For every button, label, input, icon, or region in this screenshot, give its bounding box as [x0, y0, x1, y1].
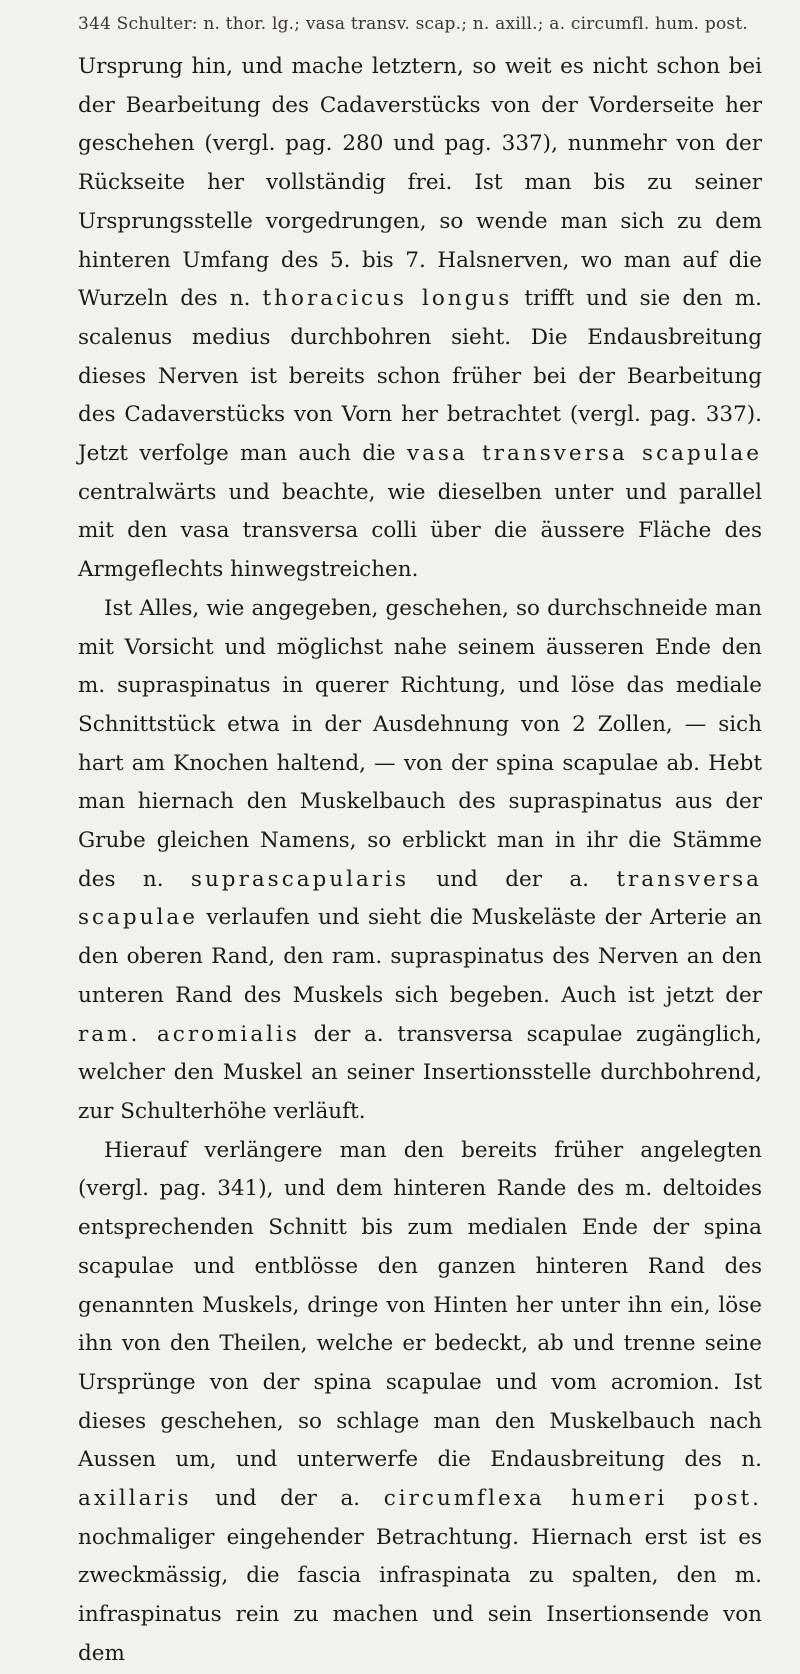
paragraph-2: Ist Alles, wie angegeben, geschehen, so durchschneide man mit Vorsicht und möglichst nahe seinem äusseren Ende den m. supraspinatus in querer Richtung, und löse das mediale Schnittstück etwa in der Ausdehnung von 2 Zollen, — sich hart am Knochen haltend, — von der spina scapulae ab. Hebt man hiernach den Muskelbauch des supraspinatus aus der Grube gleichen Namens, so erblickt man in ihr die Stämme des n. suprascapularis und der a. transversa scapulae verlaufen und sieht die Muskeläste der Arterie an den oberen Rand, den ram. supraspinatus des Nerven an den unteren Rand des Muskels sich begeben. Auch ist jetzt der ram. acromialis der a. transversa scapulae zugänglich, welcher den Muskel an seiner Insertionsstelle durchbohrend, zur Schulterhöhe verläuft.: [78, 595, 762, 1124]
paragraph-1: Ursprung hin, und mache letztern, so weit es nicht schon bei der Bearbeitung des Cadaverstücks von der Vorderseite her geschehen (vergl. pag. 280 und pag. 337), nunmehr von der Rückseite her vollständig frei. Ist man bis zu seiner Ursprungsstelle vorgedrungen, so wende man sich zu dem hinteren Umfang des 5. bis 7. Halsnerven, wo man auf die Wurzeln des n. thoracicus longus trifft und sie den m. scalenus medius durchbohren sieht. Die Endausbreitung dieses Nerven ist bereits schon früher bei der Bearbeitung des Cadaverstücks von Vorn her betrachtet (vergl. pag. 337). Jetzt verfolge man auch die vasa transversa scapulae centralwärts und beachte, wie dieselben unter und parallel mit den vasa transversa colli über die äussere Fläche des Armgeflechts hinwegstreichen.: [78, 54, 762, 583]
paragraph-3: Hierauf verlängere man den bereits früher angelegten (vergl. pag. 341), und dem hinteren Rande des m. deltoides entsprechenden Schnitt bis zum medialen Ende der spina scapulae und entblösse den ganzen hinteren Rand des genannten Muskels, dringe von Hinten her unter ihn ein, löse ihn von den Theilen, welche er bedeckt, ab und trenne seine Ursprünge von der spina scapulae und vom acromion. Ist dieses geschehen, so schlage man den Muskelbauch nach Aussen um, und unterwerfe die Endausbreitung des n. axillaris und der a. circumflexa humeri post. nochmaliger eingehender Betrachtung. Hiernach erst ist es zweckmässig, die fascia infraspinata zu spalten, den m. infraspinatus rein zu machen und sein Insertionsende von dem: [78, 1137, 762, 1666]
page-number: 344: [78, 14, 112, 34]
spaced-term: thoracicus longus: [262, 286, 513, 312]
spaced-term: axillaris: [78, 1486, 192, 1512]
spaced-term: suprascapularis: [190, 866, 410, 892]
spaced-term: vasa transversa scapulae: [406, 441, 762, 467]
running-header: [78, 14, 748, 34]
spaced-term: ram. acromialis: [78, 1021, 300, 1047]
body-text: [78, 48, 762, 1674]
running-title: Schulter: n. thor. lg.; vasa transv. scap.; n. axill.; a. circumfl. hum. post.: [116, 14, 748, 34]
spaced-term: circumflexa humeri post.: [383, 1486, 762, 1512]
spaced-term: transversa scapulae: [78, 866, 762, 931]
